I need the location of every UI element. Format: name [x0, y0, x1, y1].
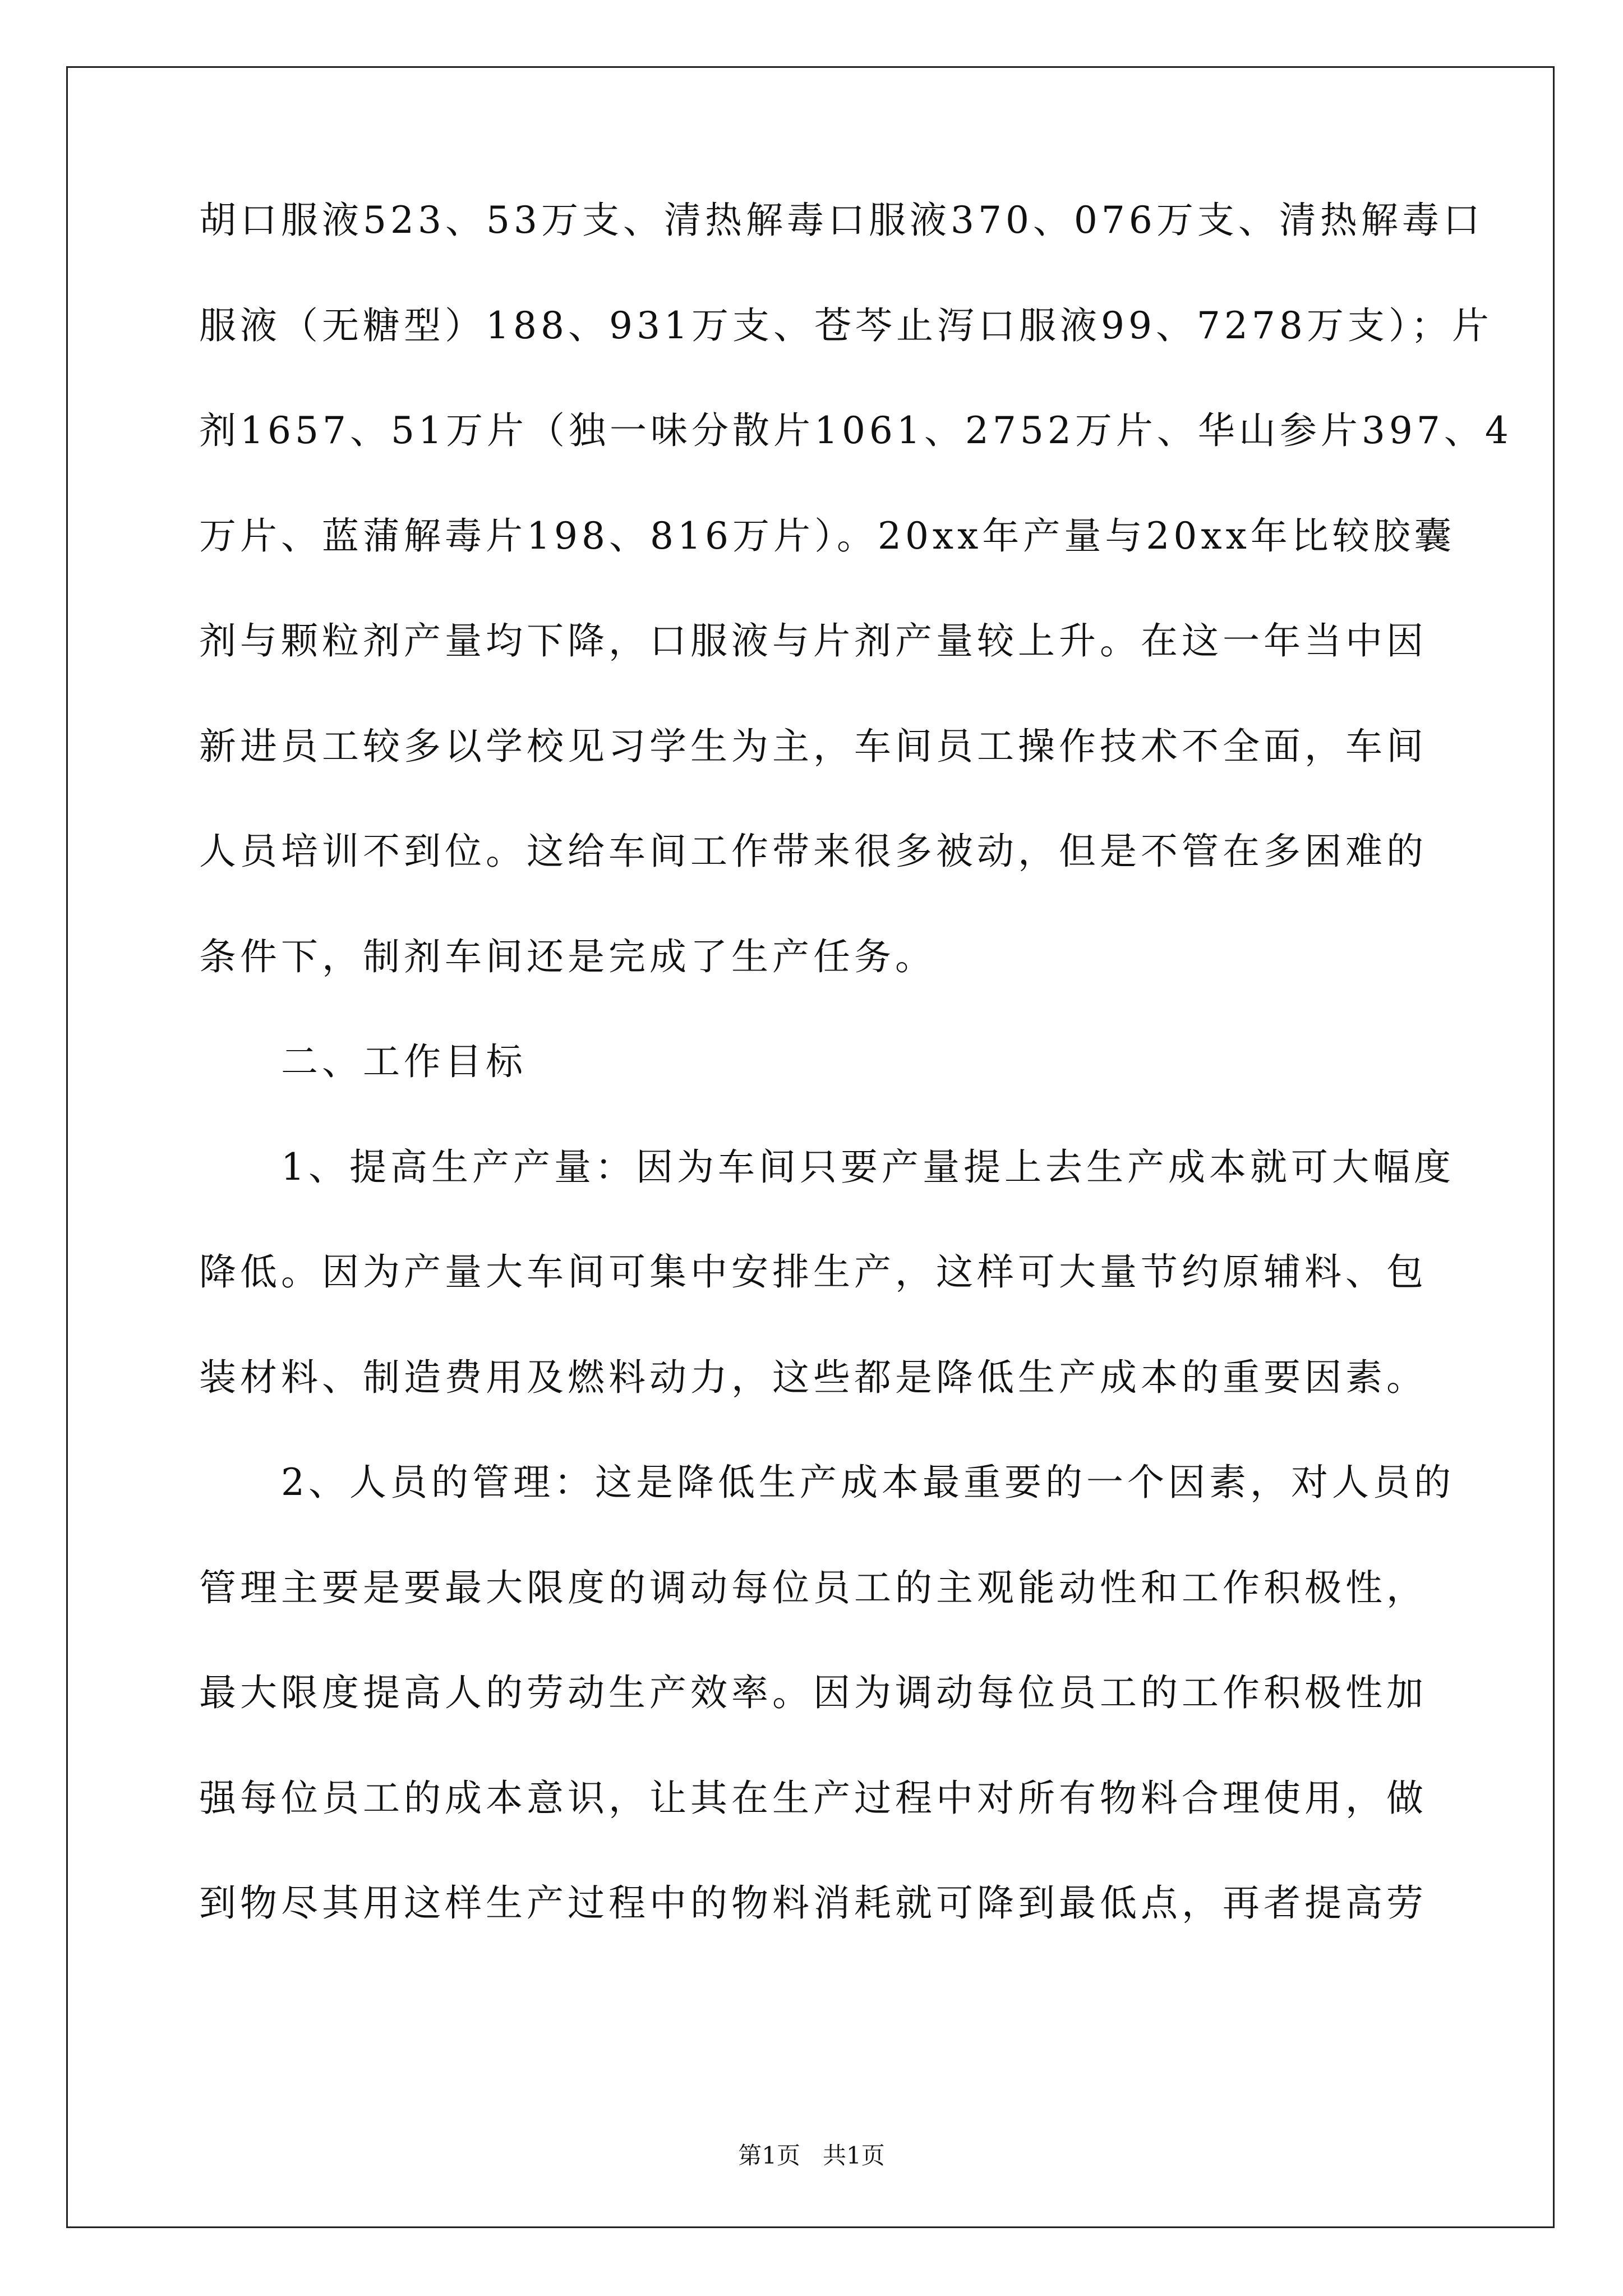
text-line-14: 管理主要是要最大限度的调动每位员工的主观能动性和工作积极性，	[199, 1566, 1427, 1609]
page-footer: 第1页 共1页	[738, 2142, 885, 2169]
section-heading: 二、工作目标	[281, 1040, 527, 1083]
text-line-7: 人员培训不到位。这给车间工作带来很多被动，但是不管在多困难的	[199, 830, 1427, 873]
text-line-6: 新进员工较多以学校见习学生为主，车间员工操作技术不全面，车间	[199, 724, 1427, 768]
text-line-16: 强每位员工的成本意识，让其在生产过程中对所有物料合理使用，做	[199, 1776, 1427, 1820]
text-line-2: 服液（无糖型）188、931万支、苍芩止泻口服液99、7278万支）；片	[199, 303, 1493, 347]
text-line-17: 到物尽其用这样生产过程中的物料消耗就可降到最低点，再者提高劳	[199, 1881, 1427, 1925]
text-line-13: 2、人员的管理：这是降低生产成本最重要的一个因素，对人员的	[281, 1461, 1455, 1504]
text-line-5: 剂与颗粒剂产量均下降，口服液与片剂产量较上升。在这一年当中因	[199, 619, 1427, 662]
text-line-11: 降低。因为产量大车间可集中安排生产，这样可大量节约原辅料、包	[199, 1250, 1427, 1294]
text-line-1: 胡口服液523、53万支、清热解毒口服液370、076万支、清热解毒口	[199, 199, 1484, 242]
document-body	[199, 199, 1513, 1990]
text-line-10: 1、提高生产产量：因为车间只要产量提上去生产成本就可大幅度	[281, 1145, 1455, 1189]
text-line-8: 条件下，制剂车间还是完成了生产任务。	[199, 935, 936, 978]
text-line-15: 最大限度提高人的劳动生产效率。因为调动每位员工的工作积极性加	[199, 1671, 1427, 1714]
text-line-12: 装材料、制造费用及燃料动力，这些都是降低生产成本的重要因素。	[199, 1355, 1427, 1399]
text-line-3: 剂1657、51万片（独一味分散片1061、2752万片、华山参片397、4	[199, 409, 1513, 452]
text-line-4: 万片、蓝蒲解毒片198、816万片）。20xx年产量与20xx年比较胶囊	[199, 514, 1455, 558]
